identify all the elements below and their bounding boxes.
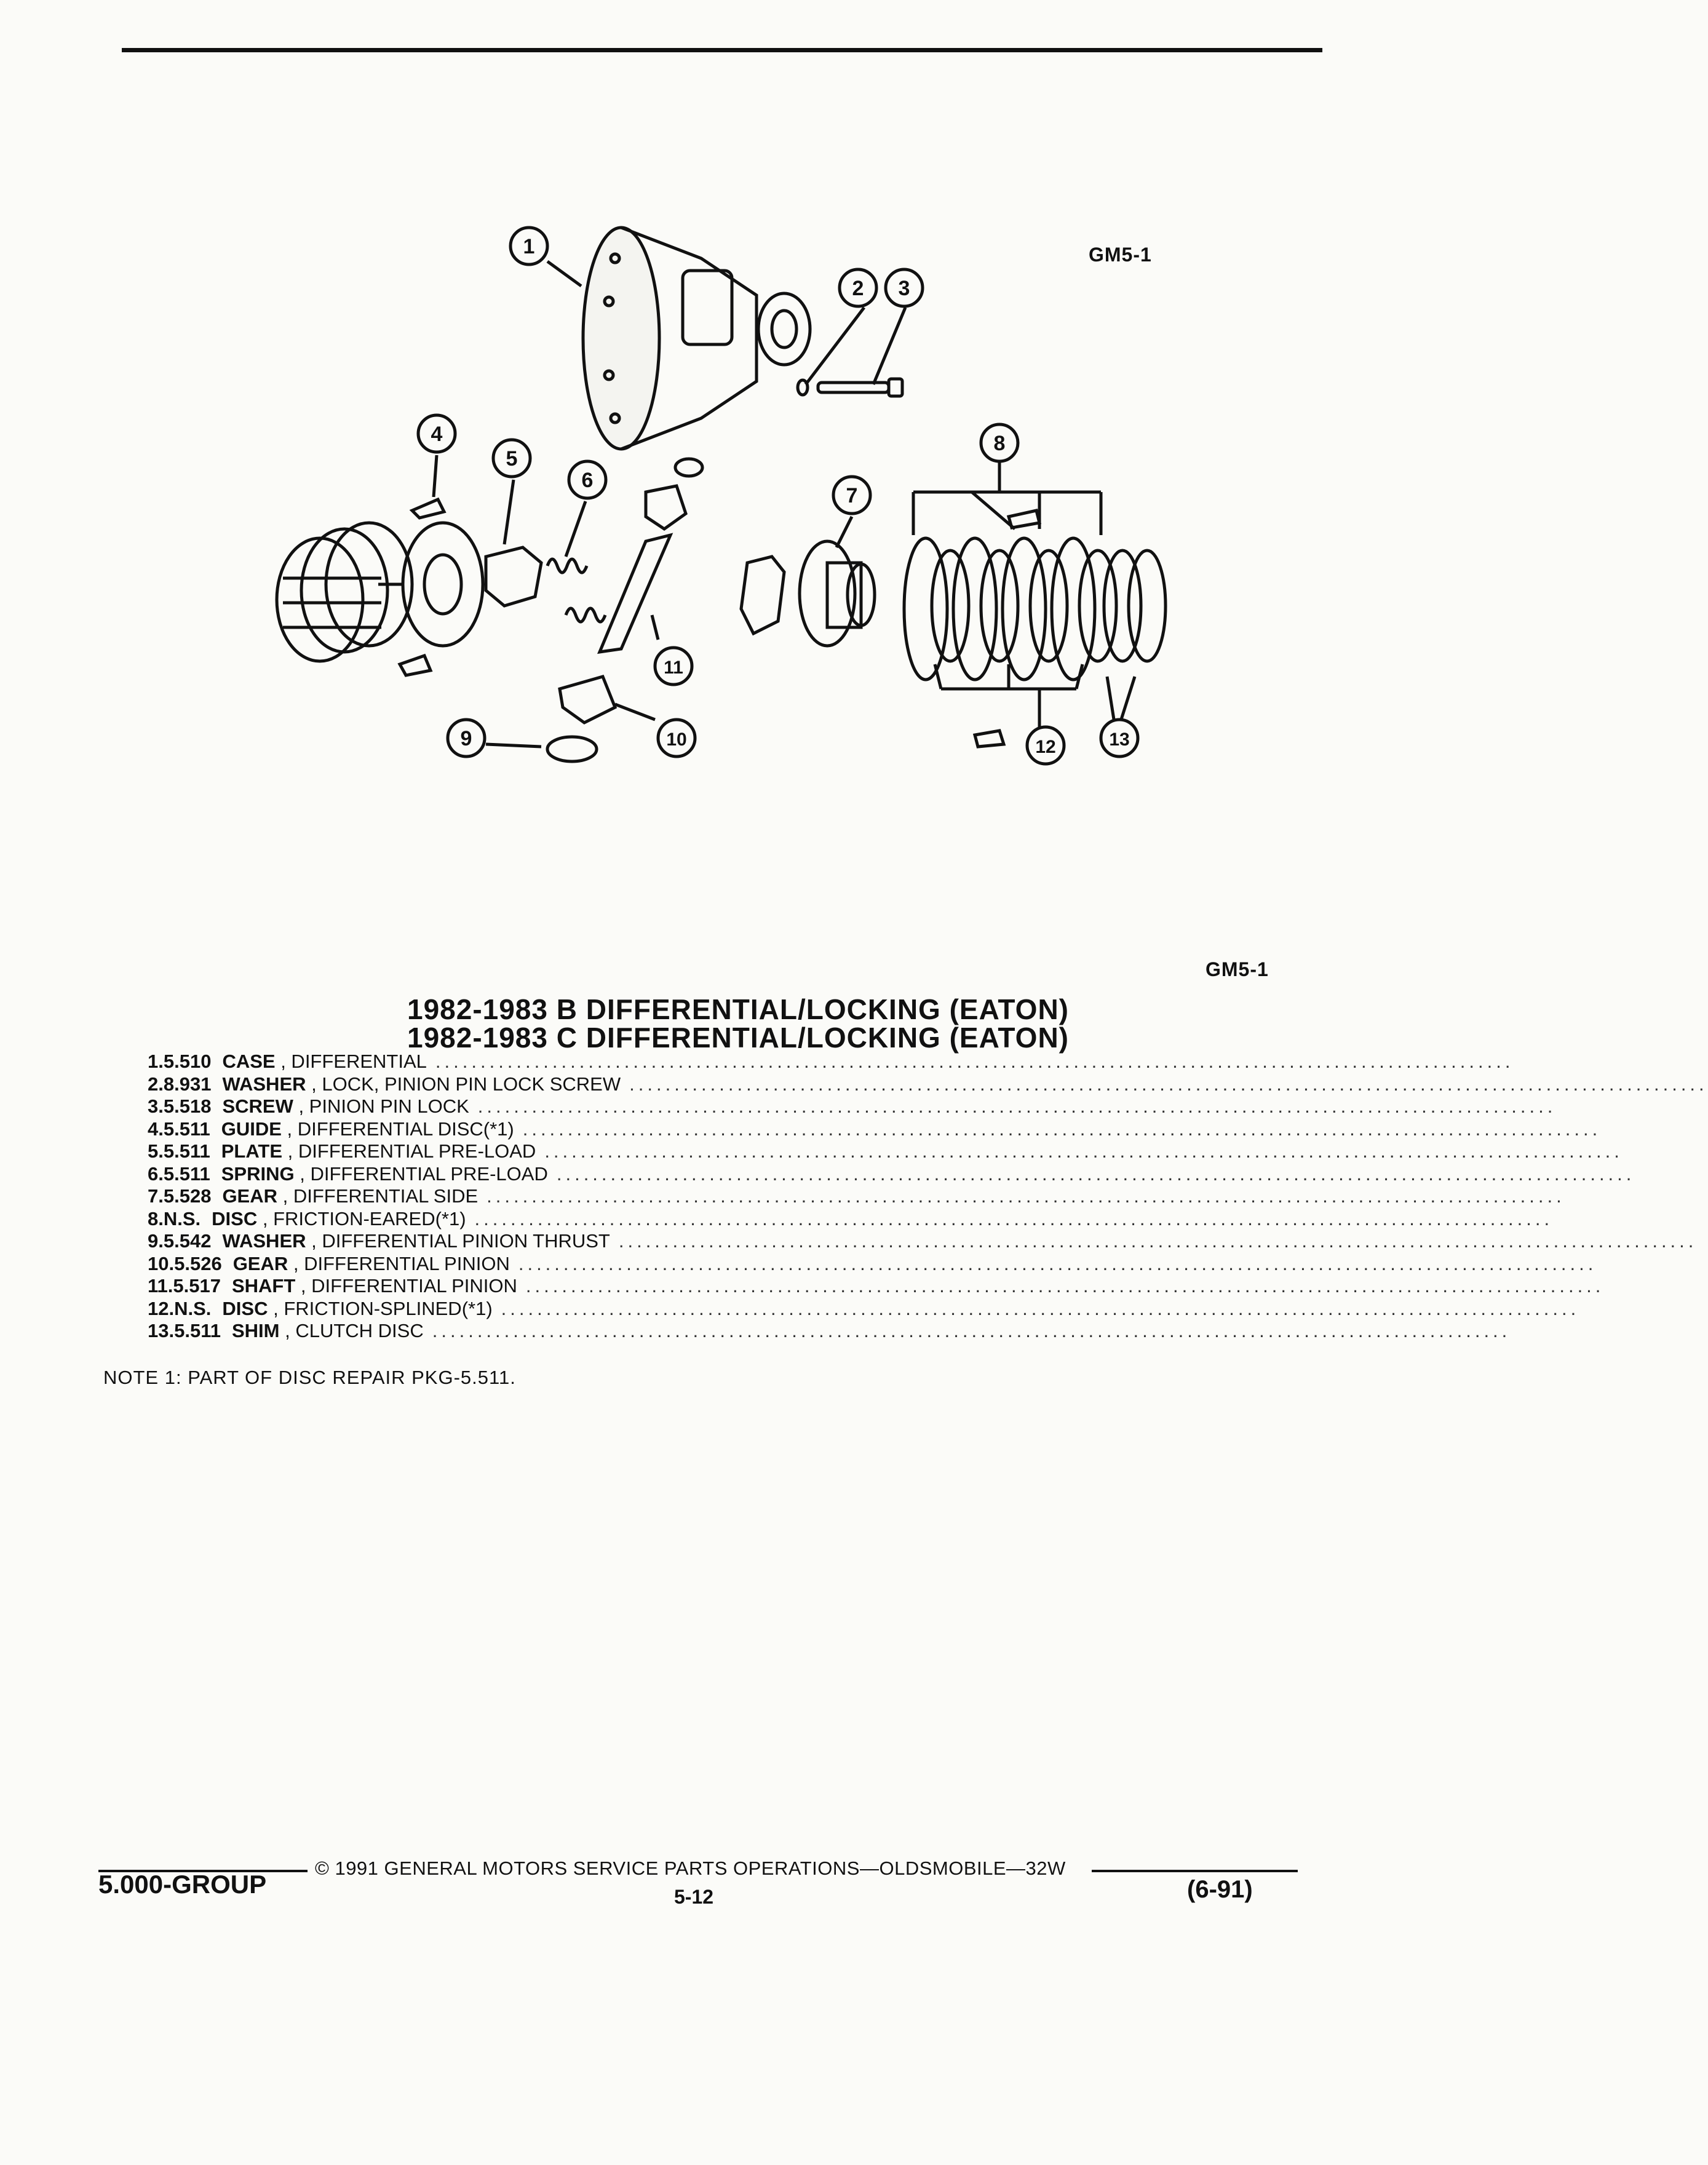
pinion-shaft-illustration	[600, 535, 670, 652]
part-detail: , PINION PIN LOCK	[298, 1095, 469, 1117]
part-name: SHIM	[231, 1320, 280, 1341]
part-detail: , DIFFERENTIAL DISC(*1)	[287, 1118, 514, 1140]
part-name: GEAR	[232, 1252, 288, 1274]
part-number: 3.	[148, 1095, 164, 1117]
side-gear-illustration	[800, 541, 875, 646]
part-description	[210, 1140, 536, 1162]
part-code: 5.528	[163, 1185, 212, 1207]
callout-number-6: 6	[581, 469, 594, 492]
parts-titles	[344, 995, 1132, 1052]
part-row	[148, 1185, 1565, 1208]
part-row	[148, 1073, 1708, 1096]
part-number: 8.	[148, 1207, 164, 1229]
leader-dots: ........................................................................................................................	[525, 1275, 1605, 1297]
callout-number-7: 7	[846, 484, 858, 507]
part-row	[148, 1207, 1554, 1231]
part-row	[148, 1275, 1605, 1298]
footer-rule-right	[1092, 1870, 1298, 1872]
part-number: 6.	[148, 1162, 164, 1185]
part-name: DISC	[212, 1207, 258, 1229]
part-name: SPRING	[221, 1162, 295, 1185]
part-name: WASHER	[222, 1073, 306, 1095]
part-row	[148, 1252, 1597, 1276]
part-detail: , DIFFERENTIAL	[280, 1051, 427, 1072]
part-name: CASE	[222, 1051, 276, 1072]
part-description	[211, 1073, 621, 1095]
part-description	[211, 1185, 478, 1207]
part-name: PLATE	[221, 1140, 283, 1162]
side-plate-illustration	[741, 557, 784, 634]
footer-copyright: © 1991 GENERAL MOTORS SERVICE PARTS OPERATIONS—OLDSMOBILE—32W	[315, 1857, 1066, 1879]
part-description	[210, 1163, 548, 1185]
part-description	[221, 1320, 424, 1342]
preload-springs-illustration	[547, 559, 605, 622]
part-code: 5.542	[163, 1230, 212, 1252]
part-code: 5.518	[163, 1095, 212, 1117]
part-description	[211, 1298, 492, 1320]
left-clutch-pack-illustration	[277, 523, 483, 661]
exploded-parts-diagram	[0, 0, 1555, 861]
leader-dots: ........................................................................................................................	[518, 1252, 1597, 1274]
part-row	[148, 1162, 1635, 1186]
clutch-disc-stack-illustration	[904, 538, 1166, 680]
part-description	[201, 1208, 466, 1230]
part-row	[148, 1320, 1511, 1343]
pinion-gear-upper-illustration	[646, 459, 702, 529]
part-row	[148, 1230, 1698, 1253]
part-code: 5.526	[174, 1252, 222, 1274]
part-detail: , FRICTION-EARED(*1)	[262, 1207, 466, 1229]
part-description	[210, 1118, 514, 1140]
leader-dots: ........................................................................................................................	[432, 1320, 1511, 1341]
part-name: GUIDE	[221, 1118, 282, 1140]
callout-number-1: 1	[523, 235, 535, 258]
section-code: GM5-1	[1206, 958, 1269, 980]
callout-number-3: 3	[898, 277, 910, 300]
callout-number-5: 5	[506, 447, 518, 471]
part-name: DISC	[222, 1297, 268, 1319]
part-detail: , DIFFERENTIAL PINION	[300, 1275, 517, 1297]
footnote: NOTE 1: PART OF DISC REPAIR PKG-5.511.	[103, 1367, 516, 1388]
part-detail: , DIFFERENTIAL PRE-LOAD	[300, 1162, 548, 1185]
part-number: 1.	[148, 1051, 164, 1072]
part-code: N.S.	[163, 1207, 201, 1229]
callout-number-13: 13	[1109, 729, 1130, 750]
part-code: 5.511	[174, 1320, 221, 1341]
part-number: 7.	[148, 1185, 164, 1207]
part-row	[148, 1095, 1557, 1118]
callout-number-9: 9	[460, 727, 472, 750]
differential-case-illustration	[583, 228, 810, 449]
part-row	[148, 1140, 1623, 1163]
part-code: 5.511	[163, 1140, 210, 1162]
part-name: GEAR	[222, 1185, 278, 1207]
figure-code: GM5-1	[1089, 244, 1152, 266]
part-name: WASHER	[222, 1230, 306, 1252]
footer-date: (6-91)	[1187, 1876, 1253, 1903]
leader-dots: ........................................................................................................................	[618, 1230, 1698, 1252]
eared-tab-illustration	[1009, 510, 1039, 528]
part-description	[221, 1275, 517, 1297]
leader-dots: ........................................................................................................................	[522, 1118, 1602, 1140]
pinion-pin-lock-screw-illustration	[818, 379, 902, 396]
parts-list	[148, 1051, 1708, 1343]
part-detail: , LOCK, PINION PIN LOCK SCREW	[311, 1073, 621, 1095]
leader-dots: ........................................................................................................................	[544, 1140, 1623, 1162]
part-number: 2.	[148, 1073, 164, 1095]
part-description	[222, 1253, 510, 1275]
part-detail: , FRICTION-SPLINED(*1)	[273, 1297, 493, 1319]
thrust-washer-illustration	[547, 737, 597, 761]
pinion-gear-lower-illustration	[547, 677, 615, 761]
part-number: 11.	[148, 1275, 173, 1297]
part-code: 5.511	[163, 1162, 210, 1185]
part-code: 5.510	[163, 1051, 212, 1072]
part-code: 8.931	[163, 1073, 212, 1095]
part-name: SHAFT	[231, 1275, 296, 1297]
part-number: 12.	[148, 1297, 175, 1319]
leader-dots: ........................................................................................................................	[487, 1185, 1565, 1207]
preload-plate-illustration	[486, 547, 541, 606]
callout-number-8: 8	[993, 432, 1006, 455]
part-detail: , DIFFERENTIAL PINION THRUST	[311, 1230, 610, 1252]
part-number: 10.	[148, 1252, 175, 1274]
callout-number-12: 12	[1035, 737, 1056, 757]
part-number: 4.	[148, 1118, 164, 1140]
part-description	[211, 1095, 469, 1118]
part-detail: , CLUTCH DISC	[285, 1320, 424, 1341]
part-code: N.S.	[174, 1297, 212, 1319]
part-row	[148, 1297, 1580, 1321]
part-code: 5.517	[173, 1275, 221, 1297]
part-detail: , DIFFERENTIAL PRE-LOAD	[287, 1140, 536, 1162]
part-name: SCREW	[222, 1095, 293, 1117]
leader-dots: ........................................................................................................................	[435, 1051, 1514, 1072]
title-line-1: 1982-1983 B DIFFERENTIAL/LOCKING (EATON)	[407, 993, 1069, 1025]
title-line-2: 1982-1983 C DIFFERENTIAL/LOCKING (EATON)	[407, 1022, 1069, 1054]
leader-dots: ........................................................................................................................	[556, 1162, 1635, 1185]
part-number: 13.	[148, 1320, 175, 1341]
part-detail: , DIFFERENTIAL SIDE	[282, 1185, 479, 1207]
footer-group: 5.000-GROUP	[98, 1870, 267, 1899]
part-description	[211, 1230, 610, 1252]
part-code: 5.511	[163, 1118, 210, 1140]
part-detail: , DIFFERENTIAL PINION	[293, 1252, 510, 1274]
part-row	[148, 1118, 1602, 1141]
part-row	[148, 1051, 1514, 1073]
part-description	[211, 1051, 426, 1073]
leader-dots: ........................................................................................................................	[474, 1207, 1554, 1229]
leader-dots: ........................................................................................................................	[629, 1073, 1708, 1095]
footer-page-number: 5-12	[674, 1886, 714, 1908]
part-number: 9.	[148, 1230, 164, 1252]
callout-number-2: 2	[852, 277, 864, 300]
part-number: 5.	[148, 1140, 164, 1162]
disc-guide-illustration	[412, 499, 444, 518]
leader-dots: ........................................................................................................................	[477, 1095, 1557, 1117]
leader-dots: ........................................................................................................................	[501, 1297, 1580, 1319]
callout-number-11: 11	[664, 657, 683, 678]
callout-number-4: 4	[431, 423, 443, 446]
callout-number-10: 10	[666, 729, 687, 750]
